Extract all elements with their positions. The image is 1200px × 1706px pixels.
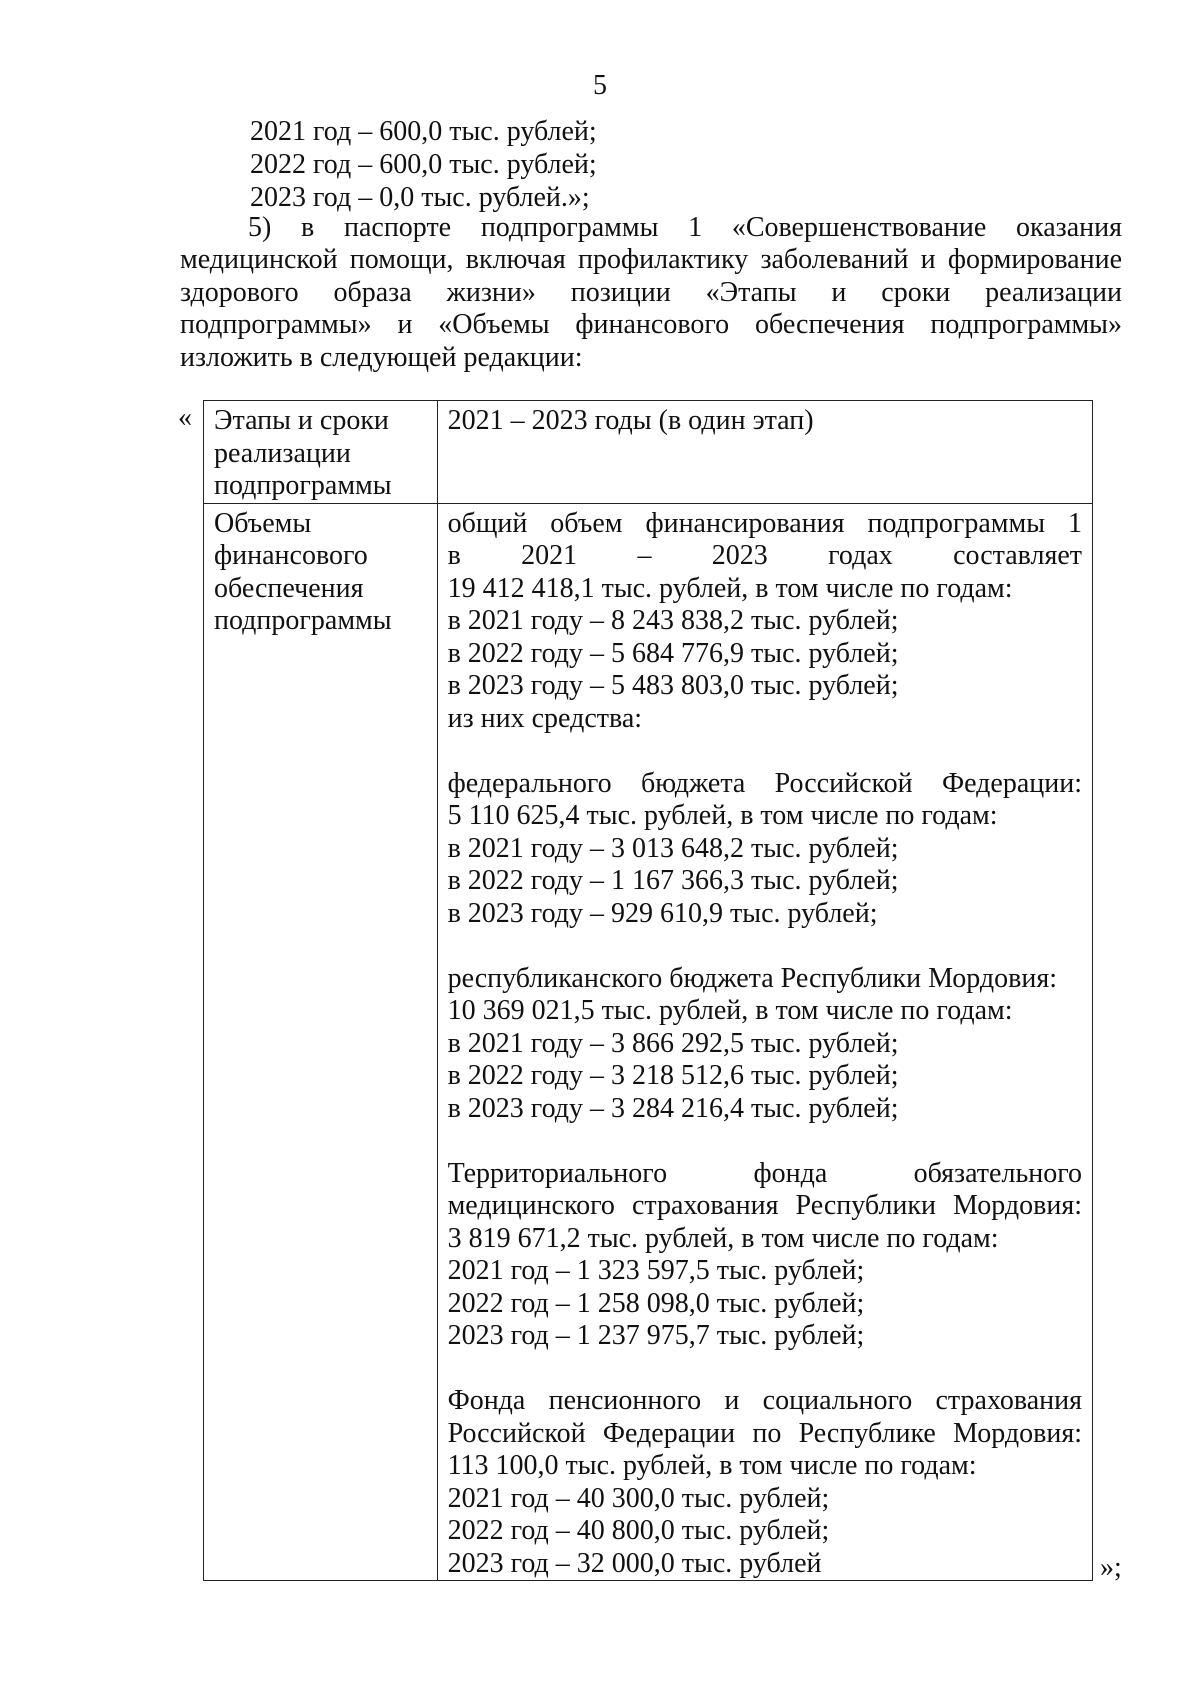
label-line: Объемы [214, 507, 312, 539]
funding-year-line: 2021 год – 40 300,0 тыс. рублей; [447, 1482, 830, 1514]
funding-line: 3 819 671,2 тыс. рублей, в том числе по годам: [447, 1222, 999, 1254]
funding-line: общий объем финансирования подпрограммы 1 [447, 507, 1082, 539]
funding-line: 5 110 625,4 тыс. рублей, в том числе по годам: [447, 800, 998, 831]
value-cell-funding [437, 503, 1092, 1581]
funding-year-line: 2023 год – 32 000,0 тыс. рублей [447, 1547, 822, 1579]
close-quote: »; [1100, 1552, 1122, 1583]
funding-line: 113 100,0 тыс. рублей, в том числе по годам: [447, 1450, 977, 1481]
funding-year-line: в 2023 году – 3 284 216,4 тыс. рублей; [447, 1092, 899, 1124]
funding-total-block [448, 508, 1082, 736]
paragraph-line: 5) в паспорте подпрограммы 1 «Совершенствование оказания [248, 212, 1122, 243]
funding-line: из них средства: [447, 702, 643, 734]
paragraph-line: здорового образа жизни» позиции «Этапы и сроки реализации [180, 276, 1122, 308]
label-line: реализации [214, 437, 351, 469]
amendment-paragraph [180, 212, 1122, 374]
funding-year-line: в 2021 году – 8 243 838,2 тыс. рублей; [447, 605, 899, 636]
funding-line: Фонда пенсионного и социального страхования [447, 1385, 1082, 1416]
table-row-funding [204, 503, 1093, 1581]
funding-line: Российской Федерации по Республике Мордовия: [447, 1417, 1082, 1449]
funding-line: федерального бюджета Российской Федерации: [447, 767, 1082, 799]
funding-year-line: 2022 год – 40 800,0 тыс. рублей; [447, 1515, 830, 1546]
open-quote: « [178, 402, 192, 433]
funding-line: 19 412 418,1 тыс. рублей, в том числе по годам: [447, 572, 1013, 604]
funding-line: 10 369 021,5 тыс. рублей, в том числе по годам: [447, 995, 1013, 1026]
spacer [448, 1125, 1082, 1158]
label-line: подпрограммы [214, 470, 392, 501]
label-line: обеспечения [214, 572, 364, 604]
spacer [448, 930, 1082, 963]
page-number: 5 [593, 70, 607, 101]
funding-year-line: в 2023 году – 929 610,9 тыс. рублей; [447, 897, 878, 929]
funding-year-line: в 2022 году – 1 167 366,3 тыс. рублей; [447, 865, 899, 896]
label-line: финансового [214, 540, 368, 571]
funding-year-line: в 2022 году – 5 684 776,9 тыс. рублей; [447, 637, 899, 669]
label-line: Этапы и сроки [214, 405, 389, 436]
funding-year-line: в 2021 году – 3 866 292,5 тыс. рублей; [447, 1027, 899, 1059]
paragraph-line: медицинской помощи, включая профилактику заболеваний и формирование [180, 244, 1122, 276]
label-cell-stages [204, 401, 438, 504]
funding-year-line: 2023 год – 1 237 975,7 тыс. рублей; [447, 1320, 865, 1351]
paragraph-line: изложить в следующей редакции: [180, 341, 583, 373]
republic-budget-block [448, 963, 1082, 1126]
funding-year-line: в 2021 году – 3 013 648,2 тыс. рублей; [447, 832, 899, 864]
funding-year-line: в 2023 году – 5 483 803,0 тыс. рублей; [447, 670, 899, 701]
intro-line: 2023 год – 0,0 тыс. рублей.»; [250, 182, 590, 213]
paragraph-line: подпрограммы» и «Объемы финансового обеспечения подпрограммы» [180, 309, 1122, 341]
funding-year-line: 2022 год – 1 258 098,0 тыс. рублей; [447, 1287, 865, 1319]
intro-line: 2021 год – 600,0 тыс. рублей; [250, 116, 597, 147]
stages-value: 2021 – 2023 годы (в один этап) [447, 405, 814, 436]
funding-line: Территориального фонда обязательного [447, 1157, 1082, 1189]
federal-budget-block [448, 768, 1082, 931]
intro-line: 2022 год – 600,0 тыс. рублей; [250, 149, 597, 180]
value-cell-stages [437, 401, 1092, 504]
funding-line: медицинского страхования Республики Мордовия: [447, 1190, 1082, 1221]
funding-line: в 2021 – 2023 годах составляет [447, 540, 1082, 571]
funding-year-line: 2021 год – 1 323 597,5 тыс. рублей; [447, 1255, 865, 1286]
funding-year-line: в 2022 году – 3 218 512,6 тыс. рублей; [447, 1060, 899, 1091]
table-row-stages [204, 401, 1093, 504]
label-cell-funding [204, 503, 438, 1581]
territorial-fund-block [448, 1158, 1082, 1353]
spacer [448, 1353, 1082, 1386]
passport-table [203, 400, 1093, 1581]
label-line: подпрограммы [214, 605, 392, 636]
pension-fund-block [448, 1385, 1082, 1580]
funding-line: республиканского бюджета Республики Мордовия: [447, 962, 1058, 994]
spacer [448, 735, 1082, 768]
